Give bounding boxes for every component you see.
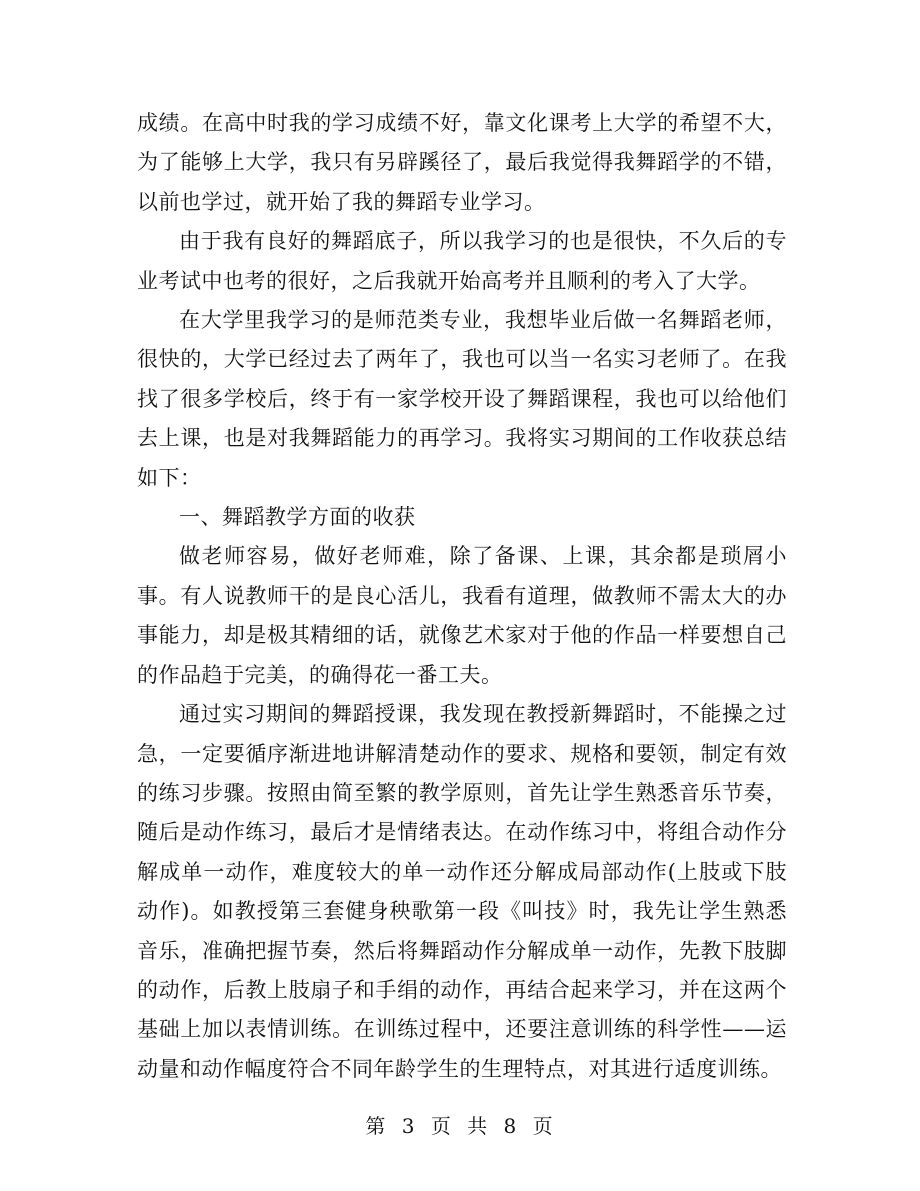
paragraph-5: 通过实习期间的舞蹈授课，我发现在教授新舞蹈时，不能操之过急，一定要循序渐进地讲解清楚动作的要求、规格和要领，制定有效的练习步骤。按照由简至繁的教学原则，首先让学生熟悉音乐节奏，随后是动作练习，最后才是情绪表达。在动作练习中，将组合动作分解成单一动作，难度较大的单一动作还分解成局部动作(上肢或下肢动作)。如教授第三套健身秧歌第一段《叫技》时，我先让学生熟悉音乐，准确把握节奏，然后将舞蹈动作分解成单一动作，先教下肢脚的动作，后教上肢扇子和手绢的动作，再结合起来学习，并在这两个基础上加以表情训练。在训练过程中，还要注意训练的科学性——运动量和动作幅度符合不同年龄学生的生理特点，对其进行适度训练。	[137, 702, 787, 1081]
paragraph-1: 成绩。在高中时我的学习成绩不好，靠文化课考上大学的希望不大，为了能够上大学，我只有另辟蹊径了，最后我觉得我舞蹈学的不错，以前也学过，就开始了我的舞蹈专业学习。	[137, 111, 787, 214]
document-body	[137, 104, 787, 1089]
paragraph-2: 由于我有良好的舞蹈底子，所以我学习的也是很快，不久后的专业考试中也考的很好，之后我就开始高考并且顺利的考入了大学。	[137, 229, 787, 293]
section-heading: 一、舞蹈教学方面的收获	[179, 505, 416, 530]
paragraph-4: 做老师容易，做好老师难，除了备课、上课，其余都是琐屑小事。有人说教师干的是良心活儿，我看有道理，做教师不需太大的办事能力，却是极其精细的话，就像艺术家对于他的作品一样要想自己的作品趋于完美，的确得花一番工夫。	[137, 544, 787, 687]
paragraph-3: 在大学里我学习的是师范类专业，我想毕业后做一名舞蹈老师，很快的，大学已经过去了两年了，我也可以当一名实习老师了。在我找了很多学校后，终于有一家学校开设了舞蹈课程，我也可以给他们去上课，也是对我舞蹈能力的再学习。我将实习期间的工作收获总结如下：	[137, 308, 787, 490]
page-number-footer: 第 3 页 共 8 页	[365, 1114, 555, 1138]
